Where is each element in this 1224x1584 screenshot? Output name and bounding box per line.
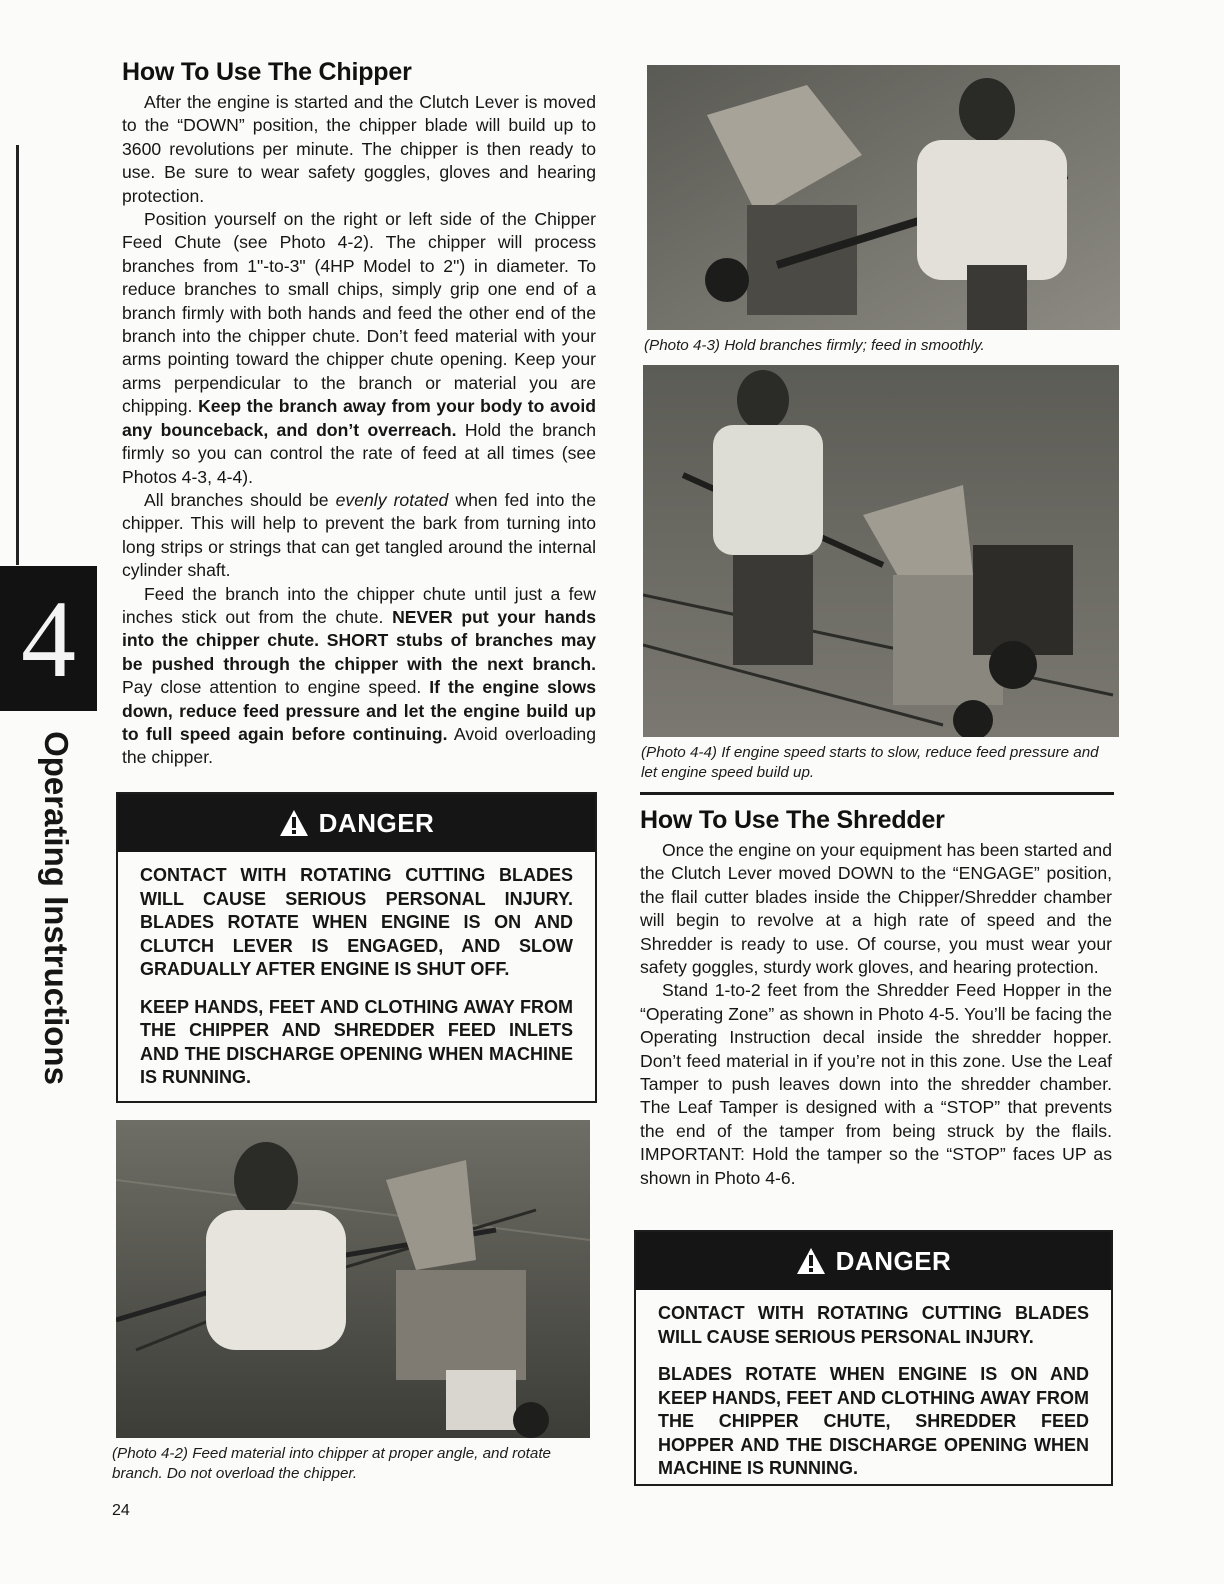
paragraph	[122, 208, 596, 489]
paragraph	[640, 979, 1112, 1190]
text-run: Feed the branch into the chipper chute until just a few inches stick out from the chute.	[122, 583, 596, 627]
chapter-tab	[0, 566, 97, 711]
text-run: Once the engine on your equipment has been started and the Clutch Lever moved DOWN to the “ENGAGE” position, the flail cutter blades inside the Chipper/Shredder chamber will begin to revolve at a high rate of speed and the Shredder is ready to use. Of course, you must wear your safety goggles, sturdy work gloves, and hearing protection.	[640, 840, 1112, 978]
page-number: 24	[112, 1502, 130, 1519]
danger-line: CONTACT WITH ROTATING CUTTING BLADES WILL CAUSE SERIOUS PERSONAL INJURY. BLADES ROTATE WHEN ENGINE IS ON AND CLUTCH LEVER IS ENGAGED, AND SLOW GRADUALLY AFTER ENGINE IS SHUT OFF.	[140, 865, 573, 979]
danger-text	[118, 852, 595, 1114]
text-run: NEVER put your hands into the chipper chute. SHORT stubs of branches may be pushed through the chipper with the next branch.	[122, 606, 597, 674]
text-run: Pay close attention to engine speed.	[122, 677, 430, 698]
paragraph	[122, 583, 596, 770]
danger-label: DANGER	[318, 807, 435, 838]
text-run: Hold the branch firmly so you can control the rate of feed at all times (see Photos 4-3, 4-4).	[122, 419, 596, 487]
paragraph	[122, 489, 596, 583]
text-run: Keep the branch away from your body to avoid any bounceback, and don’t overreach.	[122, 396, 596, 440]
chapter-side-title	[38, 728, 74, 1088]
text-run: Avoid overloading the chipper.	[122, 723, 596, 768]
photo-4-4	[643, 365, 1119, 737]
chipper-heading: How To Use The Chipper	[122, 58, 412, 86]
danger-line: BLADES ROTATE WHEN ENGINE IS ON AND KEEP HANDS, FEET AND CLOTHING AWAY FROM THE CHIPPER CHUTE, SHREDDER FEED HOPPER AND THE DISCHARGE OPENING WHEN MACHINE IS RUNNING.	[658, 1364, 1089, 1478]
text-run: If the engine slows down, reduce feed pressure and let the engine build up to full speed again before continuing.	[122, 677, 597, 744]
danger-line: KEEP HANDS, FEET AND CLOTHING AWAY FROM THE CHIPPER AND SHREDDER FEED INLETS AND THE DISCHARGE OPENING WHEN MACHINE IS RUNNING.	[140, 996, 573, 1087]
photo-4-3	[647, 65, 1120, 330]
photo-4-2	[116, 1120, 590, 1438]
chapter-number: 4	[21, 577, 76, 700]
chipper-section	[122, 58, 596, 770]
text-run: All branches should be	[144, 489, 336, 510]
text-run: evenly rotated	[335, 489, 449, 510]
photo-4-4-caption: (Photo 4-4) If engine speed starts to slow, reduce feed pressure and let engine speed build up.	[641, 744, 1099, 781]
text-run: when fed into the chipper. This will help to prevent the bark from turning into long strips or strings that can get tangled around the internal cylinder shaft.	[122, 489, 596, 581]
section-divider	[640, 792, 1114, 795]
warning-icon	[279, 809, 309, 837]
shredder-body	[640, 839, 1112, 1190]
warning-icon	[796, 1247, 826, 1275]
danger-box-1	[116, 792, 597, 1103]
photo-4-2-caption: (Photo 4-2) Feed material into chipper at proper angle, and rotate branch. Do not overload the chipper.	[112, 1445, 552, 1482]
danger-box-2	[634, 1230, 1113, 1486]
photo-4-3-caption: (Photo 4-3) Hold branches firmly; feed in smoothly.	[644, 337, 985, 354]
danger-line: CONTACT WITH ROTATING CUTTING BLADES WILL CAUSE SERIOUS PERSONAL INJURY.	[658, 1303, 1089, 1347]
danger-label: DANGER	[835, 1245, 952, 1276]
shredder-heading: How To Use The Shredder	[640, 806, 945, 834]
chipper-body	[122, 91, 596, 770]
danger-header	[636, 1232, 1111, 1290]
text-run: Stand 1-to-2 feet from the Shredder Feed Hopper in the “Operating Zone” as shown in Photo 4-5. You’ll be facing the Operating Instruction decal inside the shredder hopper. Don’t feed material in if you’re not in this zone. Use the Leaf Tamper to push leaves down into the shredder chamber. The Leaf Tamper is designed with a “STOP” that prevents the end of the tamper from being struck by the flails. IMPORTANT: Hold the tamper so the “STOP” faces UP as shown in Photo 4-6.	[640, 980, 1112, 1188]
shredder-section	[640, 806, 1112, 1190]
paragraph	[640, 839, 1112, 979]
margin-line	[16, 145, 19, 565]
danger-text	[636, 1290, 1111, 1505]
danger-header	[118, 794, 595, 852]
chapter-title: Operating Instructions	[38, 731, 75, 1085]
text-run: Position yourself on the right or left side of the Chipper Feed Chute (see Photo 4-2). The chipper will process branches from 1"-to-3" (4HP Model to 2") in diameter. To reduce branches to small chips, simply grip one end of a branch firmly with both hands and feed the other end of the branch into the chipper chute. Don’t feed material with your arms pointing toward the chipper chute opening. Keep your arms perpendicular to the branch or material you are chipping.	[122, 209, 596, 417]
paragraph	[122, 91, 596, 208]
text-run: After the engine is started and the Clutch Lever is moved to the “DOWN” position, the chipper blade will build up to 3600 revolutions per minute. The chipper is then ready to use. Be sure to wear safety goggles, gloves and hearing protection.	[122, 92, 596, 206]
